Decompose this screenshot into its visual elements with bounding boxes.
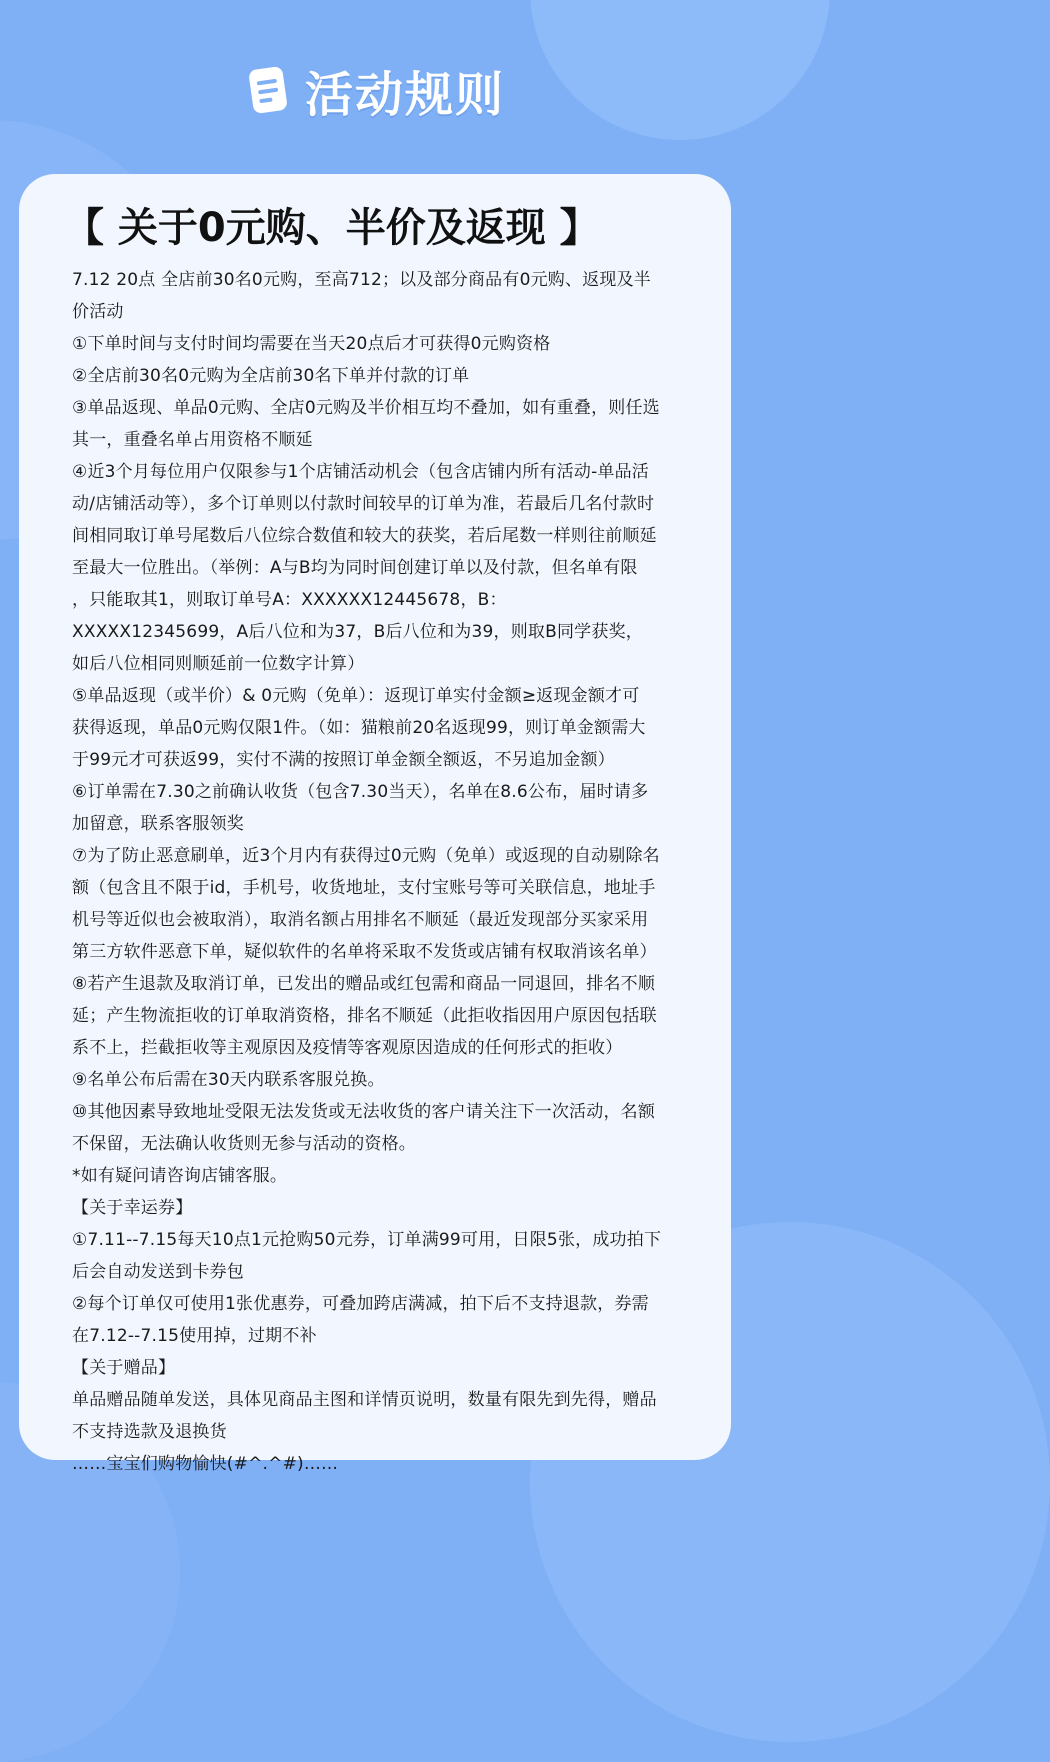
rule-line: 加留意，联系客服领奖	[72, 814, 244, 834]
rule-line: 7.12 20点 全店前30名0元购，至高712；以及部分商品有0元购、返现及半	[72, 270, 652, 290]
rule-line: 不支持选款及退换货	[72, 1422, 227, 1442]
rule-line: XXXXX12345699，A后八位和为37，B后八位和为39，则取B同学获奖，	[72, 622, 643, 642]
rule-line: 额（包含且不限于id，手机号，收货地址，支付宝账号等可关联信息，地址手	[72, 878, 656, 898]
rule-line: 动/店铺活动等），多个订单则以付款时间较早的订单为准，若最后几名付款时	[72, 494, 655, 514]
rule-line: ②每个订单仅可使用1张优惠券，可叠加跨店满减，拍下后不支持退款，券需	[72, 1294, 649, 1314]
document-icon	[245, 62, 291, 118]
rule-line: 其一，重叠名单占用资格不顺延	[72, 430, 313, 450]
rule-line: ①7.11--7.15每天10点1元抢购50元券，订单满99可用，日限5张，成功拍下	[72, 1230, 662, 1250]
rule-line: 单品赠品随单发送，具体见商品主图和详情页说明，数量有限先到先得，赠品	[72, 1390, 657, 1410]
rule-line: 于99元才可获返99，实付不满的按照订单金额全额返，不另追加金额）	[72, 750, 615, 770]
rule-line: 价活动	[72, 302, 124, 322]
rule-line: ③单品返现、单品0元购、全店0元购及半价相互均不叠加，如有重叠，则任选	[72, 398, 660, 418]
page-header	[0, 58, 750, 122]
rule-line: 在7.12--7.15使用掉，过期不补	[72, 1326, 317, 1346]
rule-line: ……宝宝们购物愉快(#^.^#)……	[72, 1454, 339, 1474]
rule-line: 间相同取订单号尾数后八位综合数值和较大的获奖，若后尾数一样则往前顺延	[72, 526, 657, 546]
rule-line: ，只能取其1，则取订单号A：XXXXXX12445678，B：	[72, 590, 507, 610]
rule-line: ⑦为了防止恶意刷单，近3个月内有获得过0元购（免单）或返现的自动剔除名	[72, 846, 660, 866]
rule-line: 如后八位相同则顺延前一位数字计算）	[72, 654, 365, 674]
rule-line: 第三方软件恶意下单，疑似软件的名单将采取不发货或店铺有权取消该名单）	[72, 942, 657, 962]
rule-line: 至最大一位胜出。（举例：A与B均为同时间创建订单以及付款，但名单有限	[72, 558, 638, 578]
rule-line: ⑧若产生退款及取消订单，已发出的赠品或红包需和商品一同退回，排名不顺	[72, 974, 656, 994]
rule-line: 不保留，无法确认收货则无参与活动的资格。	[72, 1134, 416, 1154]
rules-section-title: 【 关于0元购、半价及返现 】	[64, 205, 600, 251]
rule-line: 系不上，拦截拒收等主观原因及疫情等客观原因造成的任何形式的拒收）	[72, 1038, 623, 1058]
rule-line: ④近3个月每位用户仅限参与1个店铺活动机会（包含店铺内所有活动-单品活	[72, 462, 650, 482]
rule-line: 后会自动发送到卡券包	[72, 1262, 244, 1282]
rule-line: ⑩其他因素导致地址受限无法发货或无法收货的客户请关注下一次活动，名额	[72, 1102, 656, 1122]
rule-line: 【关于幸运券】	[72, 1198, 193, 1218]
rules-text	[72, 264, 705, 1480]
rule-line: 延；产生物流拒收的订单取消资格，排名不顺延（此拒收指因用户原因包括联	[72, 1006, 657, 1026]
rule-line: ①下单时间与支付时间均需要在当天20点后才可获得0元购资格	[72, 334, 551, 354]
rule-line: ⑤单品返现（或半价）& 0元购（免单）：返现订单实付金额≥返现金额才可	[72, 686, 640, 706]
rule-line: 机号等近似也会被取消），取消名额占用排名不顺延（最近发现部分买家采用	[72, 910, 649, 930]
rule-line: 获得返现，单品0元购仅限1件。（如：猫粮前20名返现99，则订单金额需大	[72, 718, 646, 738]
rule-line: ②全店前30名0元购为全店前30名下单并付款的订单	[72, 366, 470, 386]
page-title: 活动规则	[304, 66, 505, 123]
rule-line: *如有疑问请咨询店铺客服。	[72, 1166, 288, 1186]
rules-card	[19, 174, 731, 1474]
rule-line: ⑨名单公布后需在30天内联系客服兑换。	[72, 1070, 385, 1090]
rule-line: 【关于赠品】	[72, 1358, 176, 1378]
rule-line: ⑥订单需在7.30之前确认收货（包含7.30当天），名单在8.6公布，届时请多	[72, 782, 649, 802]
